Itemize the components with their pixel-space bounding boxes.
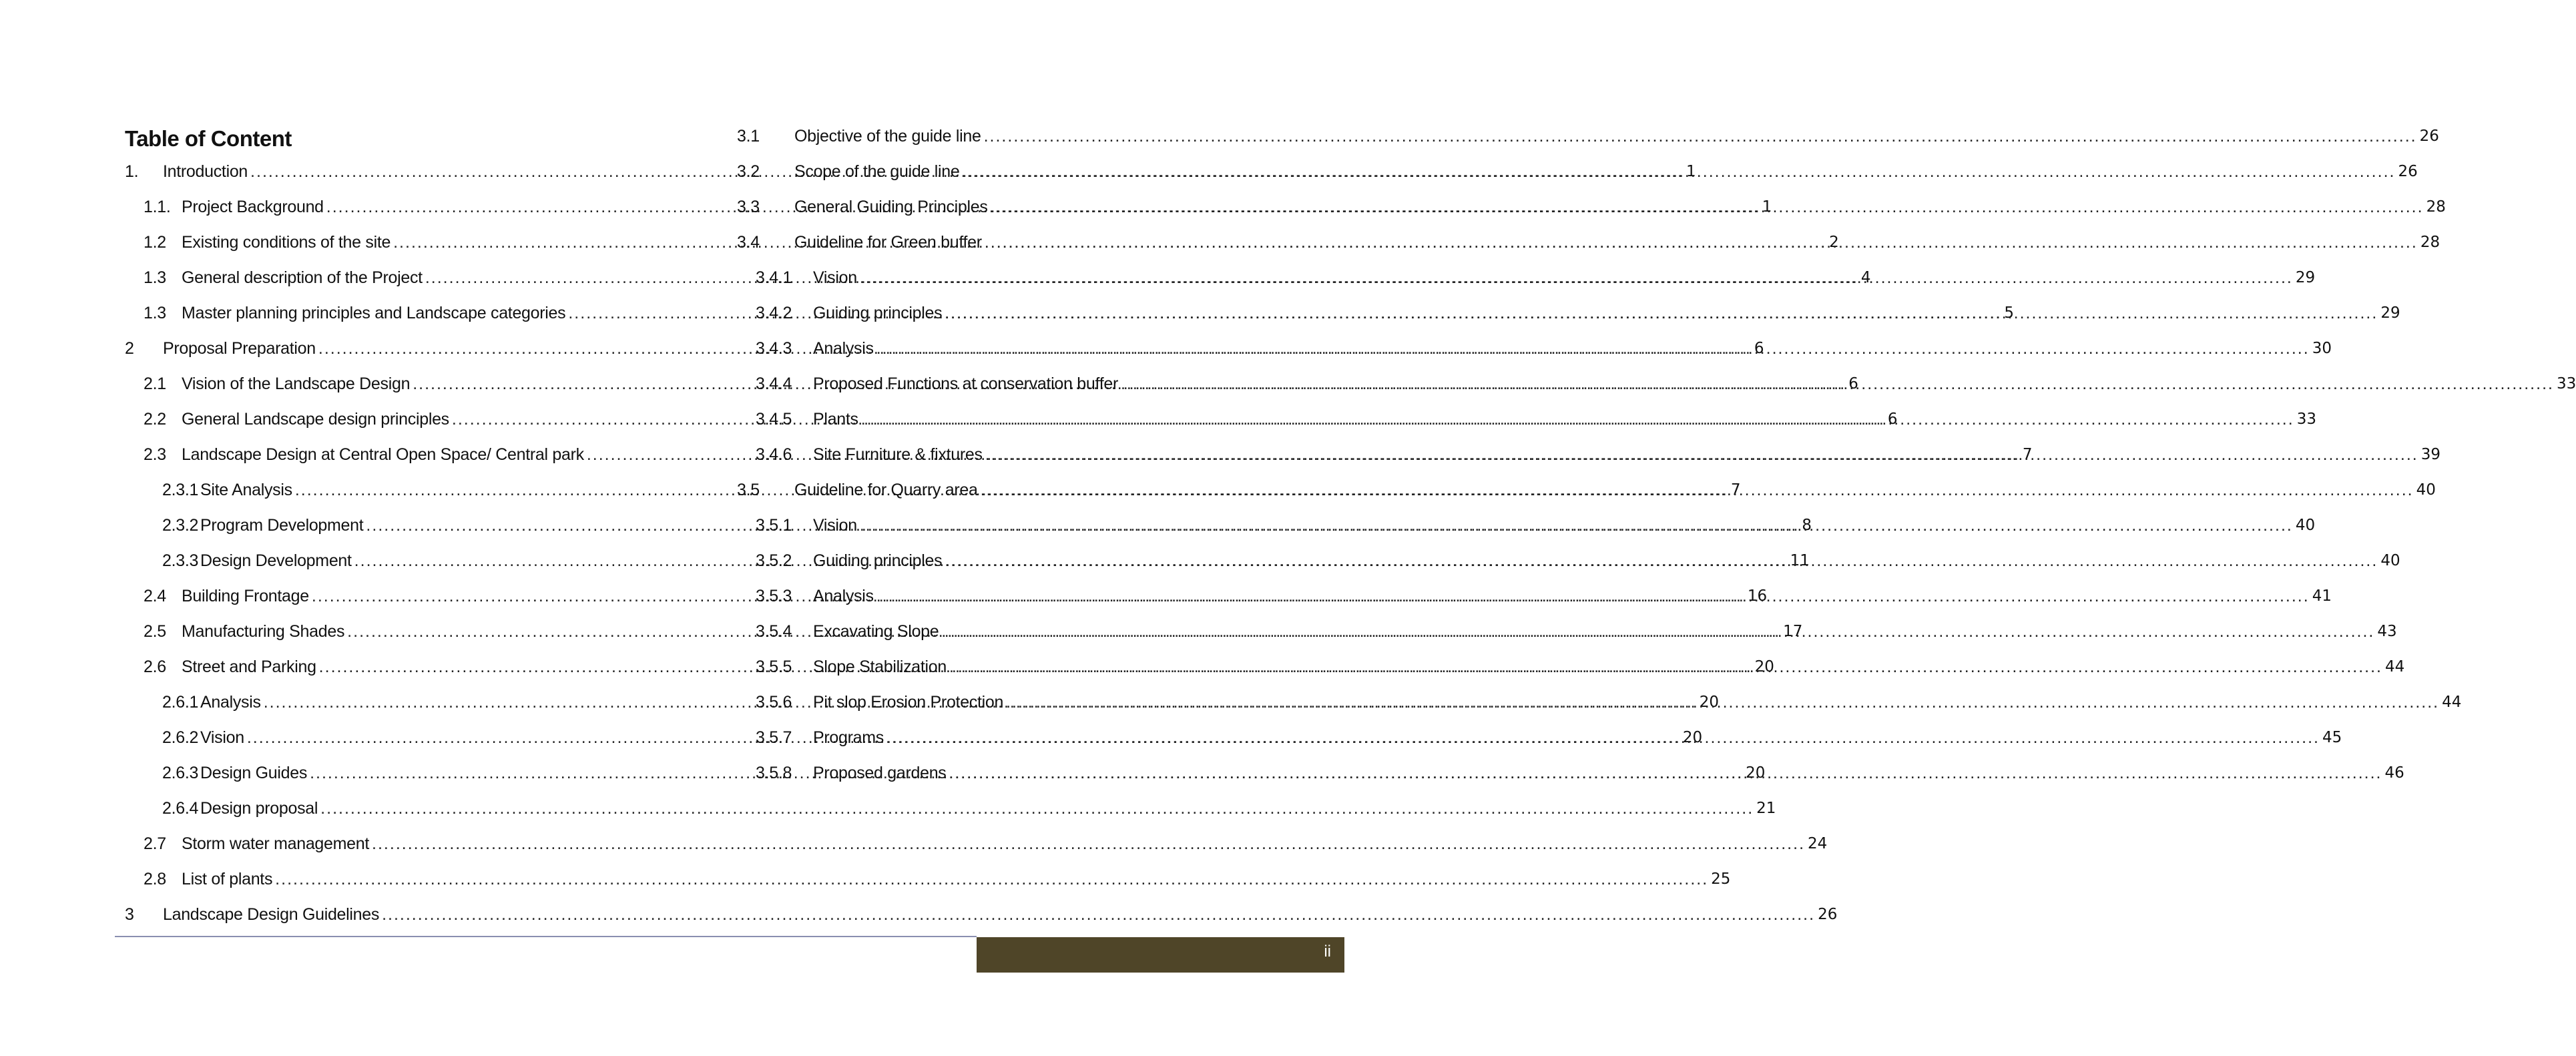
toc-entry[interactable]	[125, 861, 1731, 896]
toc-entry-label: Guiding principles	[813, 303, 943, 322]
toc-entry-page: 7	[2022, 445, 2033, 463]
toc-entry-number: 2.3.2	[162, 515, 199, 535]
toc-entry-label: Existing conditions of the site	[182, 232, 391, 252]
toc-entry-label: Building Frontage	[182, 586, 309, 605]
toc-entry-label: Objective of the guide line	[794, 126, 981, 146]
toc-entry-number: 3.4.4	[756, 374, 792, 393]
toc-entry-number: 2.4	[144, 586, 166, 605]
toc-entry-label: Guideline for Green buffer	[794, 232, 982, 252]
toc-entry-page: 4	[1860, 268, 1871, 286]
toc-dot-leader	[945, 551, 2378, 571]
toc-entry-page: 1	[1686, 162, 1696, 180]
toc-entry-number: 3.4.3	[756, 338, 792, 358]
toc-entry-label: Analysis	[200, 692, 261, 712]
toc-entry-number: 2.2	[144, 409, 166, 429]
toc-entry-number: 2.8	[144, 869, 166, 888]
toc-entry-page: 20	[1746, 764, 1766, 782]
page-number: ii	[1324, 943, 1331, 961]
toc-dot-leader	[985, 232, 2418, 252]
toc-entry-label: Guideline for Quarry area	[794, 480, 978, 499]
toc-entry[interactable]	[125, 826, 1828, 861]
toc-entry-label: Design Development	[200, 551, 352, 570]
toc-entry[interactable]	[125, 896, 1838, 932]
toc-entry[interactable]	[737, 401, 2316, 437]
toc-entry-page: 46	[2384, 764, 2404, 782]
toc-entry[interactable]	[737, 260, 2316, 295]
toc-entry-number: 3	[125, 904, 134, 924]
toc-entry-label: Pit slop Erosion Protection	[813, 692, 1004, 712]
toc-entry-number: 2.1	[144, 374, 166, 393]
toc-entry-page: 25	[1711, 870, 1731, 888]
toc-entry-number: 2.3.3	[162, 551, 199, 570]
toc-entry-page: 43	[2377, 622, 2397, 640]
toc-dot-leader	[320, 798, 1754, 818]
toc-entry-number: 3.5.5	[756, 657, 792, 676]
toc-dot-leader	[941, 621, 2374, 641]
toc-entry-number: 1.	[125, 162, 139, 181]
toc-entry-page: 26	[2398, 162, 2418, 180]
toc-entry-number: 2	[125, 338, 134, 358]
toc-dot-leader	[949, 763, 2382, 783]
toc-entry-label: Proposed Functions at conservation buffer	[813, 374, 1118, 393]
toc-entry-page: 33	[2556, 374, 2576, 392]
toc-entry-number: 3.4.1	[756, 268, 792, 287]
toc-entry-number: 3.5.7	[756, 728, 792, 747]
toc-title: Table of Content	[125, 126, 292, 151]
toc-entry-label: Design proposal	[200, 798, 318, 818]
footer-band	[977, 937, 1344, 973]
toc-entry-label: Manufacturing Shades	[182, 621, 345, 641]
toc-entry-number: 2.6.3	[162, 763, 199, 782]
toc-entry-number: 2.7	[144, 834, 166, 853]
toc-entry-number: 1.2	[144, 232, 166, 252]
toc-entry-number: 2.6.4	[162, 798, 199, 818]
toc-entry-label: Programs	[813, 728, 884, 747]
toc-dot-leader	[949, 657, 2382, 677]
toc-entry-page: 20	[1682, 728, 1703, 746]
toc-entry-page: 8	[1802, 516, 1812, 534]
toc-entry[interactable]	[737, 437, 2440, 472]
toc-entry[interactable]	[737, 507, 2316, 543]
toc-entry-page: 6	[1887, 410, 1898, 428]
toc-entry-label: Analysis	[813, 338, 874, 358]
toc-entry-page: 40	[2380, 551, 2400, 569]
toc-entry-label: List of plants	[182, 869, 273, 888]
toc-entry-label: Scope of the guide line	[794, 162, 960, 181]
toc-entry-page: 33	[2296, 410, 2316, 428]
toc-entry-page: 26	[1818, 905, 1838, 923]
toc-entry-label: Site Furniture & fixtures	[813, 445, 983, 464]
toc-entry-page: 40	[2416, 481, 2436, 499]
toc-dot-leader	[991, 197, 2424, 217]
toc-entry-page: 11	[1790, 551, 1810, 569]
toc-entry-label: Analysis	[813, 586, 874, 605]
toc-entry-page: 28	[2420, 233, 2440, 251]
toc-entry-label: Guiding principles	[813, 551, 943, 570]
toc-dot-leader	[876, 586, 2310, 606]
toc-entry-number: 3.4	[737, 232, 760, 252]
toc-entry[interactable]	[737, 189, 2446, 224]
toc-dot-leader	[981, 480, 2414, 500]
toc-entry-number: 2.3	[144, 445, 166, 464]
toc-entry-number: 2.6.1	[162, 692, 199, 712]
toc-entry-label: Project Background	[182, 197, 324, 216]
toc-entry-number: 3.4.5	[756, 409, 792, 429]
toc-entry-page: 41	[2312, 587, 2332, 605]
toc-dot-leader	[860, 268, 2293, 288]
toc-entry[interactable]	[125, 790, 1776, 826]
toc-entry-label: Site Analysis	[200, 480, 292, 499]
toc-entry-label: Landscape Design at Central Open Space/ Central park	[182, 445, 584, 464]
toc-entry-number: 1.1.	[144, 197, 171, 216]
toc-entry-number: 2.3.1	[162, 480, 199, 499]
toc-entry-number: 1.3	[144, 268, 166, 287]
toc-entry-page: 2	[1829, 233, 1839, 251]
toc-entry-label: Excavating Slope	[813, 621, 939, 641]
toc-entry-label: Proposal Preparation	[163, 338, 316, 358]
toc-dot-leader	[860, 515, 2293, 535]
toc-dot-leader	[876, 338, 2310, 358]
toc-entry-number: 3.5.1	[756, 515, 792, 535]
toc-entry-label: General description of the Project	[182, 268, 423, 287]
toc-entry-page: 7	[1730, 481, 1741, 499]
toc-entry-label: Vision	[200, 728, 244, 747]
toc-entry-page: 45	[2322, 728, 2342, 746]
toc-entry-number: 3.5.6	[756, 692, 792, 712]
toc-entry-number: 3.5.4	[756, 621, 792, 641]
toc-entry-label: Slope Stabilization	[813, 657, 947, 676]
toc-entry-page: 30	[2312, 339, 2332, 357]
toc-entry-page: 20	[1699, 693, 1719, 711]
toc-entry-page: 29	[2380, 304, 2400, 322]
toc-entry-page: 40	[2295, 516, 2316, 534]
toc-entry[interactable]	[737, 154, 2418, 189]
toc-entry-label: Vision	[813, 515, 857, 535]
toc-entry-number: 2.6	[144, 657, 166, 676]
toc-entry-label: Street and Parking	[182, 657, 316, 676]
toc-entry-page: 1	[1762, 198, 1772, 216]
toc-entry-label: Design Guides	[200, 763, 308, 782]
toc-entry-page: 44	[2442, 693, 2462, 711]
toc-entry-page: 21	[1756, 799, 1776, 817]
toc-dot-leader	[886, 728, 2320, 748]
toc-entry[interactable]	[737, 472, 2436, 507]
toc-dot-leader	[962, 162, 2395, 182]
toc-entry-page: 20	[1754, 657, 1774, 676]
toc-entry-label: General Landscape design principles	[182, 409, 449, 429]
toc-dot-leader	[382, 904, 1815, 925]
toc-entry-label: Master planning principles and Landscape categories	[182, 303, 566, 322]
toc-entry[interactable]	[737, 295, 2400, 330]
toc-entry-number: 3.4.2	[756, 303, 792, 322]
toc-entry-page: 5	[2004, 304, 2014, 322]
toc-entry-label: Storm water management	[182, 834, 370, 853]
toc-entry-label: Landscape Design Guidelines	[163, 904, 380, 924]
toc-entry-label: Program Development	[200, 515, 364, 535]
toc-entry-page: 17	[1783, 622, 1803, 640]
footer-rule	[115, 936, 977, 937]
toc-entry-number: 3.1	[737, 126, 760, 146]
toc-entry-number: 2.5	[144, 621, 166, 641]
toc-entry-page: 44	[2385, 657, 2405, 676]
toc-dot-leader	[984, 126, 2417, 146]
toc-dot-leader	[275, 869, 1708, 889]
toc-entry-label: Plants	[813, 409, 858, 429]
toc-entry-number: 2.6.2	[162, 728, 199, 747]
toc-entry-number: 3.5	[737, 480, 760, 499]
toc-entry[interactable]	[737, 118, 2439, 154]
toc-entry-label: Proposed gardens	[813, 763, 947, 782]
toc-entry-page: 28	[2426, 198, 2446, 216]
toc-entry-page: 29	[2295, 268, 2316, 286]
toc-entry-page: 24	[1808, 834, 1828, 852]
toc-dot-leader	[861, 409, 2294, 429]
toc-entry[interactable]	[737, 224, 2440, 260]
toc-dot-leader	[985, 445, 2418, 465]
toc-entry-number: 3.3	[737, 197, 760, 216]
toc-entry[interactable]	[737, 330, 2332, 366]
toc-entry-number: 1.3	[144, 303, 166, 322]
toc-entry-page: 26	[2419, 127, 2439, 145]
toc-entry-label: Introduction	[163, 162, 248, 181]
toc-entry-label: Vision of the Landscape Design	[182, 374, 411, 393]
toc-dot-leader	[1006, 692, 2439, 712]
toc-dot-leader	[1121, 374, 2554, 394]
toc-entry-number: 3.5.8	[756, 763, 792, 782]
toc-dot-leader	[372, 834, 1805, 854]
toc-dot-leader	[945, 303, 2378, 323]
toc-entry-number: 3.2	[737, 162, 760, 181]
toc-entry-label: Vision	[813, 268, 857, 287]
toc-entry-number: 3.5.2	[756, 551, 792, 570]
toc-entry-page: 6	[1848, 374, 1858, 392]
toc-entry-page: 16	[1747, 587, 1768, 605]
toc-entry-page: 6	[1754, 339, 1764, 357]
toc-entry-label: General Guiding Principles	[794, 197, 988, 216]
toc-entry-number: 3.5.3	[756, 586, 792, 605]
toc-entry[interactable]	[737, 366, 2576, 401]
toc-entry-number: 3.4.6	[756, 445, 792, 464]
toc-entry-page: 39	[2420, 445, 2440, 463]
